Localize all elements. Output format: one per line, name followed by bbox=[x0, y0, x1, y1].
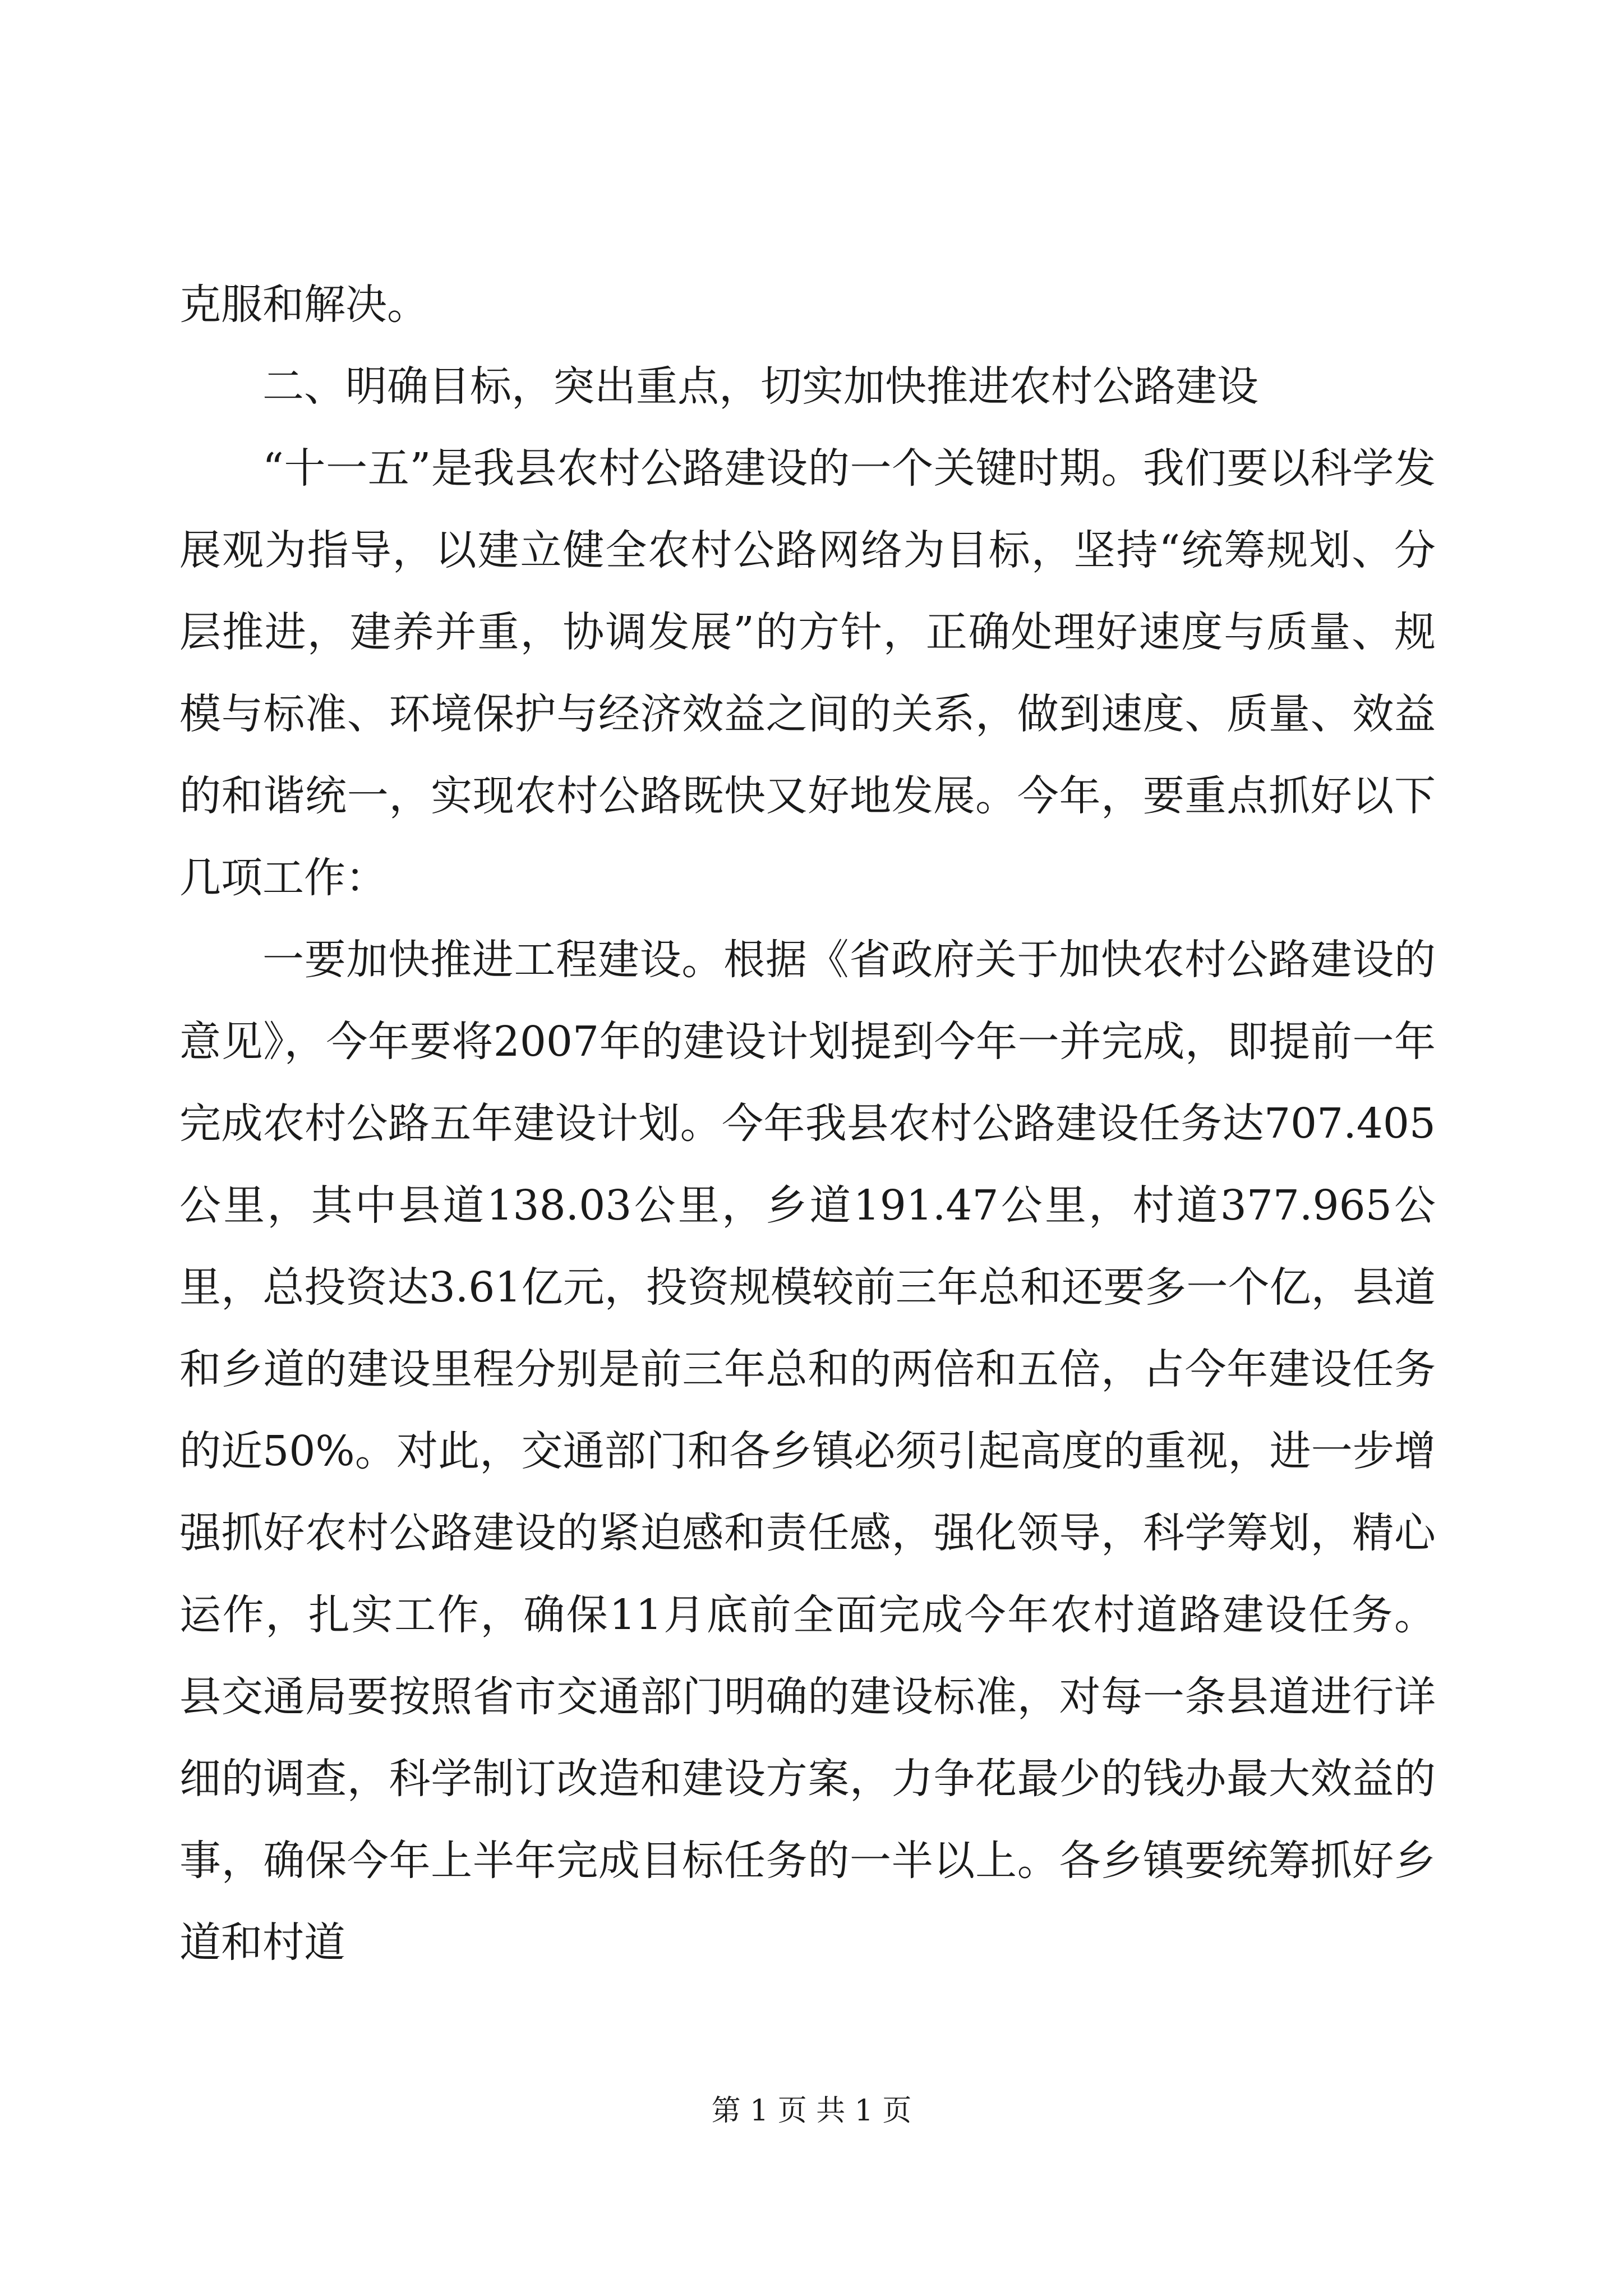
paragraph-closing-line: 克服和解决。 bbox=[179, 280, 428, 329]
paragraph-overview: “十一五”是我县农村公路建设的一个关键时期。我们要以科学发展观为指导，以建立健全农村公路网络为目标，坚持“统筹规划、分层推进，建养并重，协调发展”的方针，正确处理好速度与质量、规模与标准、环境保护与经济效益之间的关系，做到速度、质量、效益的和谐统一，实现农村公路既快又好地发展。今年，要重点抓好以下几项工作： bbox=[179, 444, 1436, 902]
section-heading: 二、明确目标，突出重点，切实加快推进农村公路建设 bbox=[262, 362, 1258, 411]
document-body bbox=[179, 264, 1436, 1984]
page-footer: 第 1 页 共 1 页 bbox=[711, 2094, 912, 2128]
paragraph-construction: 一要加快推进工程建设。根据《省政府关于加快农村公路建设的意见》，今年要将2007年的建设计划提到今年一并完成，即提前一年完成农村公路五年建设计划。今年我县农村公路建设任务达707.405公里，其中县道138.03公里，乡道191.47公里，村道377.965公里，总投资达3.61亿元，投资规模较前三年总和还要多一个亿，县道和乡道的建设里程分别是前三年总和的两倍和五倍，占今年建设任务的近50%。对此，交通部门和各乡镇必须引起高度的重视，进一步增强抓好农村公路建设的紧迫感和责任感，强化领导，科学筹划，精心运作，扎实工作，确保11月底前全面完成今年农村道路建设任务。县交通局要按照省市交通部门明确的建设标准，对每一条县道进行详细的调查，科学制订改造和建设方案，力争花最少的钱办最大效益的事，确保今年上半年完成目标任务的一半以上。各乡镇要统筹抓好乡道和村道 bbox=[179, 936, 1436, 1967]
